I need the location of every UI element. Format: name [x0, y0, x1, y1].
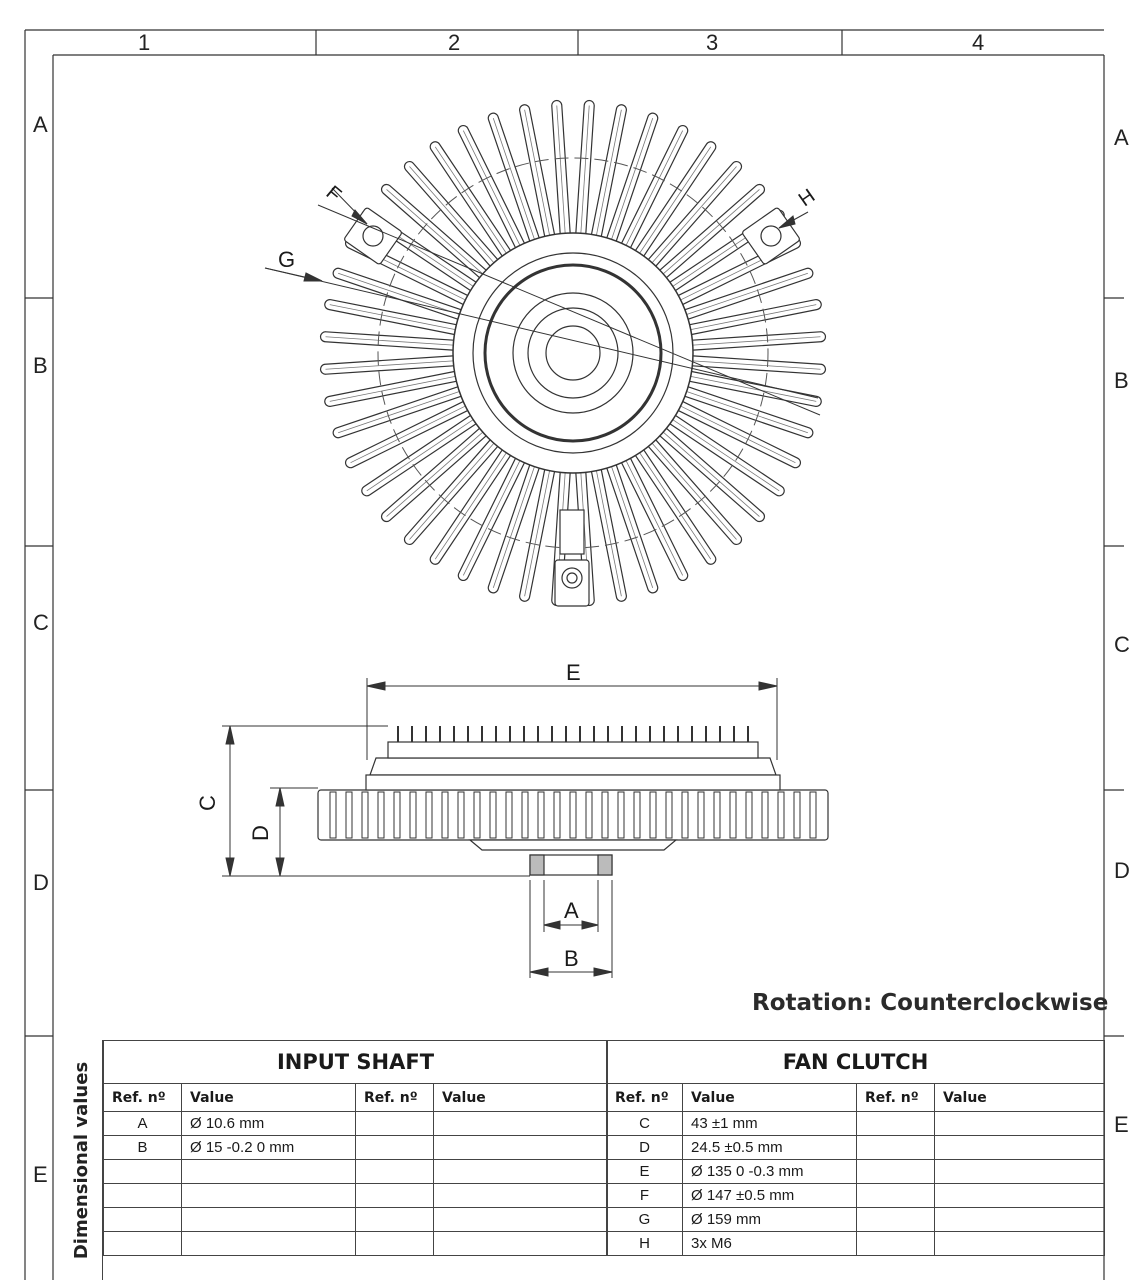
- value-cell: [434, 1112, 608, 1136]
- zone-right-a: A: [1114, 125, 1129, 150]
- table-row: [104, 1136, 608, 1160]
- top-ring: [388, 742, 758, 758]
- value-cell: Ø 159 mm: [683, 1208, 857, 1232]
- ref-cell: [356, 1184, 434, 1208]
- ref-cell: [857, 1160, 935, 1184]
- value-cell: [434, 1208, 608, 1232]
- callout-d: D: [247, 825, 273, 841]
- ref-cell: A: [104, 1112, 182, 1136]
- table-row: [607, 1112, 1105, 1136]
- bottom-rim: [470, 840, 676, 850]
- ref-cell: H: [607, 1232, 683, 1256]
- zone-row-e: E: [33, 1162, 48, 1187]
- table-row: [607, 1136, 1105, 1160]
- callout-f: F: [321, 181, 346, 207]
- value-cell: 24.5 ±0.5 mm: [683, 1136, 857, 1160]
- zone-row-a: A: [33, 112, 48, 137]
- ref-cell: [104, 1208, 182, 1232]
- input-shaft-table: [103, 1040, 608, 1256]
- value-cell: Ø 10.6 mm: [182, 1112, 356, 1136]
- zone-column-4: 4: [972, 30, 985, 55]
- value-cell: [182, 1184, 356, 1208]
- ref-cell: B: [104, 1136, 182, 1160]
- fin: [551, 100, 570, 240]
- value-cell: [182, 1160, 356, 1184]
- table-row: [607, 1232, 1105, 1256]
- zone-row-d: D: [33, 870, 49, 895]
- value-cell: [434, 1136, 608, 1160]
- ref-cell: [857, 1136, 935, 1160]
- ref-cell: [356, 1232, 434, 1256]
- body-base: [366, 775, 780, 790]
- value-cell: [434, 1232, 608, 1256]
- ref-cell: E: [607, 1160, 683, 1184]
- callout-a: A: [564, 898, 579, 923]
- fin: [320, 355, 460, 374]
- ref-cell: [104, 1160, 182, 1184]
- table-row: [607, 1160, 1105, 1184]
- ref-cell: [857, 1208, 935, 1232]
- ref-cell: [356, 1136, 434, 1160]
- value-cell: Ø 135 0 -0.3 mm: [683, 1160, 857, 1184]
- ref-cell: [857, 1232, 935, 1256]
- table-row: [104, 1184, 608, 1208]
- ref-cell: [356, 1160, 434, 1184]
- ref-cell: [104, 1184, 182, 1208]
- header-value: Value: [683, 1084, 857, 1112]
- ref-cell: D: [607, 1136, 683, 1160]
- header-ref: Ref. nº: [607, 1084, 683, 1112]
- top-view: [265, 100, 826, 606]
- value-cell: [935, 1136, 1105, 1160]
- callout-e: E: [566, 660, 581, 685]
- header-ref: Ref. nº: [104, 1084, 182, 1112]
- value-cell: 3x M6: [683, 1232, 857, 1256]
- ref-cell: [356, 1208, 434, 1232]
- rotation-note: Rotation: Counterclockwise: [752, 990, 1109, 1016]
- table-row: [607, 1208, 1105, 1232]
- zone-row-b: B: [33, 353, 48, 378]
- zone-row-c: C: [33, 610, 49, 635]
- ref-cell: [857, 1112, 935, 1136]
- header-value: Value: [935, 1084, 1105, 1112]
- zone-column-3: 3: [706, 30, 719, 55]
- ref-cell: [104, 1232, 182, 1256]
- zone-right-e: E: [1114, 1112, 1129, 1137]
- table-row: [104, 1160, 608, 1184]
- ref-cell: [356, 1112, 434, 1136]
- top-fin-lines: [398, 726, 748, 742]
- fan-clutch-table: [606, 1040, 1105, 1256]
- header-ref: Ref. nº: [356, 1084, 434, 1112]
- input-shaft-title: INPUT SHAFT: [104, 1041, 608, 1084]
- shaft-section-right: [598, 855, 612, 875]
- value-cell: [434, 1160, 608, 1184]
- ref-cell: C: [607, 1112, 683, 1136]
- value-cell: [182, 1208, 356, 1232]
- callout-h: H: [794, 184, 820, 212]
- table-row: [104, 1208, 608, 1232]
- value-cell: [935, 1232, 1105, 1256]
- shaft-section-left: [530, 855, 544, 875]
- fin: [575, 100, 594, 240]
- zone-right-d: D: [1114, 858, 1130, 883]
- fin: [320, 331, 460, 350]
- table-row: [607, 1184, 1105, 1208]
- value-cell: 43 ±1 mm: [683, 1112, 857, 1136]
- header-value: Value: [434, 1084, 608, 1112]
- value-cell: [434, 1184, 608, 1208]
- ref-cell: F: [607, 1184, 683, 1208]
- side-view: [318, 726, 828, 875]
- value-cell: [935, 1112, 1105, 1136]
- value-cell: Ø 15 -0.2 0 mm: [182, 1136, 356, 1160]
- value-cell: [182, 1232, 356, 1256]
- fin: [685, 331, 825, 350]
- header-ref: Ref. nº: [857, 1084, 935, 1112]
- callout-c: C: [194, 795, 220, 811]
- value-cell: Ø 147 ±0.5 mm: [683, 1184, 857, 1208]
- header-value: Value: [182, 1084, 356, 1112]
- ref-cell: [857, 1184, 935, 1208]
- table-row: [104, 1112, 608, 1136]
- fan-clutch-title: FAN CLUTCH: [607, 1041, 1105, 1084]
- value-cell: [935, 1208, 1105, 1232]
- ref-cell: G: [607, 1208, 683, 1232]
- value-cell: [935, 1160, 1105, 1184]
- zone-right-c: C: [1114, 632, 1130, 657]
- body-flange: [370, 758, 776, 775]
- zone-column-2: 2: [448, 30, 461, 55]
- value-cell: [935, 1184, 1105, 1208]
- dimensional-values-label: Dimensional values: [71, 1061, 93, 1259]
- zone-right-b: B: [1114, 368, 1129, 393]
- zone-column-1: 1: [138, 30, 151, 55]
- hub-outer: [453, 233, 693, 473]
- callout-b: B: [564, 946, 579, 971]
- table-row: [104, 1232, 608, 1256]
- callout-g: G: [278, 247, 296, 272]
